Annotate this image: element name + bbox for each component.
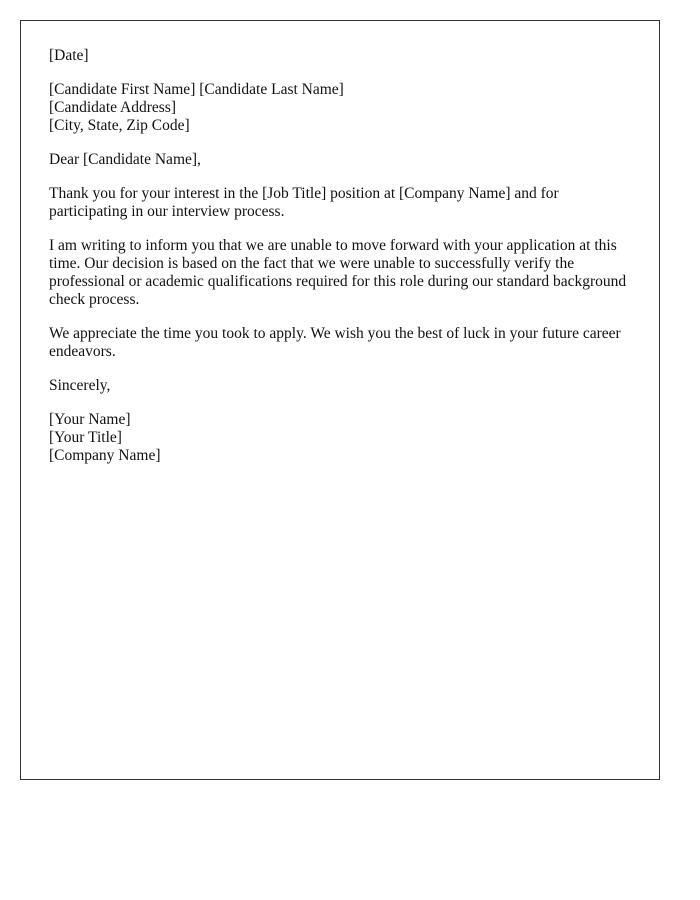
signature-block — [49, 411, 631, 465]
salutation — [49, 151, 631, 169]
closing — [49, 377, 631, 395]
recipient-city-state-zip: [City, State, Zip Code] — [49, 117, 190, 134]
signature-company: [Company Name] — [49, 447, 161, 464]
salutation-text: Dear [Candidate Name], — [49, 151, 201, 168]
signature-title: [Your Title] — [49, 429, 122, 446]
body-paragraph-3: We appreciate the time you took to apply. We wish you the best of luck in your future career endeavors. — [49, 325, 621, 360]
signature-name: [Your Name] — [49, 411, 131, 428]
letter-page — [20, 20, 660, 780]
date-text: [Date] — [49, 47, 89, 64]
recipient-address-block — [49, 81, 631, 135]
body-paragraph-2: I am writing to inform you that we are unable to move forward with your application at this time. Our decision is based on the fact that we were unable to successfully verify the professional or academic qualifications required for this role during our standard background check process. — [49, 237, 627, 308]
recipient-name: [Candidate First Name] [Candidate Last Name] — [49, 81, 344, 98]
body-paragraph-1: Thank you for your interest in the [Job Title] position at [Company Name] and for participating in our interview process. — [49, 185, 559, 220]
closing-text: Sincerely, — [49, 377, 111, 394]
recipient-address: [Candidate Address] — [49, 99, 176, 116]
date-line — [49, 47, 631, 65]
